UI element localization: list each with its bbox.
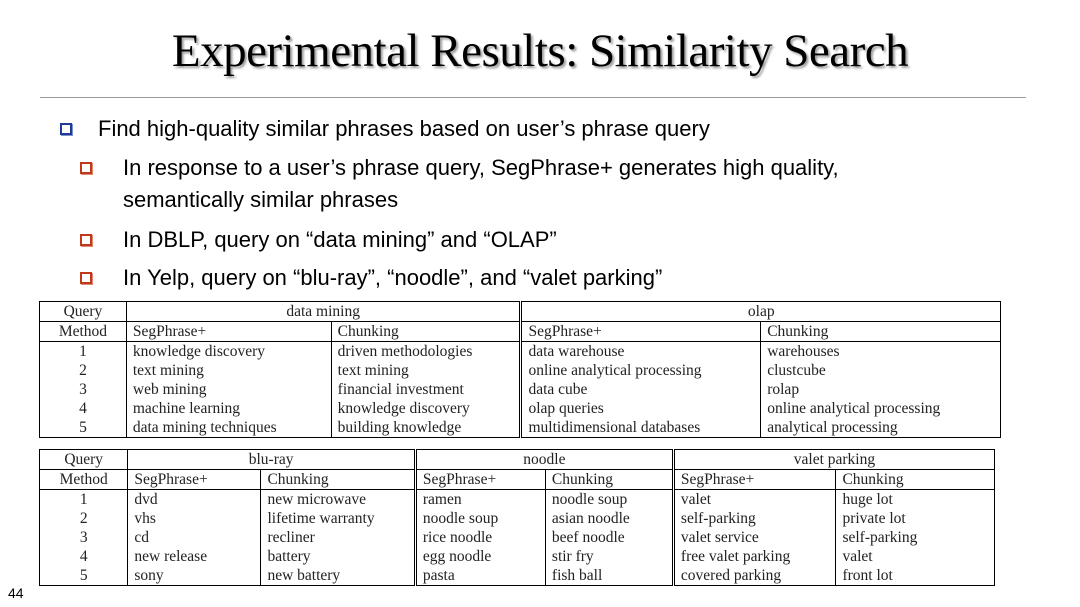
- table-cell: data warehouse: [521, 342, 761, 362]
- query-label: Query: [40, 302, 127, 322]
- table-cell: self-parking: [673, 509, 836, 528]
- table-cell: asian noodle: [545, 509, 673, 528]
- bullet-square-icon: [80, 272, 92, 284]
- table-cell: ramen: [415, 490, 545, 510]
- table-cell: dvd: [128, 490, 261, 510]
- results-table-yelp: [39, 449, 995, 586]
- rank-cell: 2: [79, 362, 87, 379]
- table-cell: new microwave: [261, 490, 415, 510]
- table-cell: vhs: [128, 509, 261, 528]
- table-cell: rice noodle: [415, 528, 545, 547]
- bullet-square-icon: [80, 234, 92, 246]
- table-cell: driven methodologies: [331, 342, 521, 362]
- rank-cell: 4: [79, 400, 87, 417]
- table-cell: building knowledge: [331, 418, 521, 438]
- rank-cell: 1: [79, 343, 87, 360]
- table-row: [40, 509, 995, 528]
- table-cell: clustcube: [761, 361, 1001, 380]
- table-cell: multidimensional databases: [521, 418, 761, 438]
- table-row: [40, 450, 995, 470]
- table-cell: text mining: [126, 361, 331, 380]
- bullet-sub-3: In Yelp, query on “blu-ray”, “noodle”, and “valet parking”: [123, 265, 663, 290]
- table-cell: valet: [673, 490, 836, 510]
- table-cell: machine learning: [126, 399, 331, 418]
- rank-cell: 3: [79, 381, 87, 398]
- method-header: SegPhrase+: [521, 322, 761, 342]
- method-label: Method: [40, 470, 128, 490]
- method-header: SegPhrase+: [415, 470, 545, 490]
- query-group: noodle: [415, 450, 673, 470]
- query-group: olap: [521, 302, 1001, 322]
- table-row: [40, 399, 1001, 418]
- method-header: SegPhrase+: [673, 470, 836, 490]
- table-cell: huge lot: [836, 490, 995, 510]
- rank-cell: 3: [79, 529, 88, 546]
- query-label: Query: [40, 450, 128, 470]
- table-cell: covered parking: [673, 566, 836, 586]
- table-cell: noodle soup: [415, 509, 545, 528]
- title-divider: [40, 97, 1026, 98]
- bullet-sub-1-line1: In response to a user’s phrase query, SegPhrase+ generates high quality,: [123, 155, 839, 180]
- table-cell: recliner: [261, 528, 415, 547]
- table-row: [40, 342, 1001, 362]
- table-cell: cd: [128, 528, 261, 547]
- rank-cell: 5: [79, 419, 87, 436]
- table-cell: new battery: [261, 566, 415, 586]
- table-cell: egg noodle: [415, 547, 545, 566]
- table-row: [40, 361, 1001, 380]
- table-cell: warehouses: [761, 342, 1001, 362]
- table-cell: new release: [128, 547, 261, 566]
- method-header: Chunking: [761, 322, 1001, 342]
- method-header: SegPhrase+: [126, 322, 331, 342]
- table-row: [40, 470, 995, 490]
- table-cell: valet: [836, 547, 995, 566]
- rank-cell: 2: [79, 510, 88, 527]
- bullet-square-icon: [60, 123, 72, 135]
- method-header: Chunking: [836, 470, 995, 490]
- table-cell: data mining techniques: [126, 418, 331, 438]
- method-header: SegPhrase+: [128, 470, 261, 490]
- query-group: data mining: [126, 302, 521, 322]
- table-row: [40, 380, 1001, 399]
- rank-cell: 1: [79, 491, 88, 508]
- table-cell: olap queries: [521, 399, 761, 418]
- table-cell: online analytical processing: [521, 361, 761, 380]
- bullet-sub-2: In DBLP, query on “data mining” and “OLAP”: [123, 227, 557, 252]
- results-table-dblp: [39, 301, 1001, 438]
- table-cell: valet service: [673, 528, 836, 547]
- table-cell: fish ball: [545, 566, 673, 586]
- table-row: [40, 528, 995, 547]
- table-cell: pasta: [415, 566, 545, 586]
- table-row: [40, 322, 1001, 342]
- table-cell: data cube: [521, 380, 761, 399]
- table-cell: knowledge discovery: [126, 342, 331, 362]
- table-cell: financial investment: [331, 380, 521, 399]
- table-cell: online analytical processing: [761, 399, 1001, 418]
- rank-cell: 5: [79, 567, 88, 584]
- table-cell: front lot: [836, 566, 995, 586]
- table-row: [40, 418, 1001, 438]
- table-row: [40, 547, 995, 566]
- bullet-square-icon: [80, 162, 92, 174]
- method-label: Method: [40, 322, 127, 342]
- bullet-sub-1-line2: semantically similar phrases: [123, 187, 399, 212]
- rank-cell: 4: [79, 548, 88, 565]
- table-cell: stir fry: [545, 547, 673, 566]
- page-number: 44: [8, 585, 24, 601]
- table-cell: free valet parking: [673, 547, 836, 566]
- table-cell: sony: [128, 566, 261, 586]
- table-row: [40, 490, 995, 510]
- table-cell: battery: [261, 547, 415, 566]
- table-cell: knowledge discovery: [331, 399, 521, 418]
- query-group: blu-ray: [128, 450, 416, 470]
- table-cell: text mining: [331, 361, 521, 380]
- table-row: [40, 302, 1001, 322]
- table-cell: self-parking: [836, 528, 995, 547]
- slide-title: Experimental Results: Similarity Search: [171, 25, 909, 77]
- query-group: valet parking: [673, 450, 994, 470]
- method-header: Chunking: [331, 322, 521, 342]
- table-cell: web mining: [126, 380, 331, 399]
- table-cell: lifetime warranty: [261, 509, 415, 528]
- bullet-main: Find high-quality similar phrases based on user’s phrase query: [98, 116, 710, 141]
- table-cell: analytical processing: [761, 418, 1001, 438]
- table-row: [40, 566, 995, 586]
- method-header: Chunking: [261, 470, 415, 490]
- table-cell: noodle soup: [545, 490, 673, 510]
- table-cell: private lot: [836, 509, 995, 528]
- method-header: Chunking: [545, 470, 673, 490]
- table-cell: beef noodle: [545, 528, 673, 547]
- table-cell: rolap: [761, 380, 1001, 399]
